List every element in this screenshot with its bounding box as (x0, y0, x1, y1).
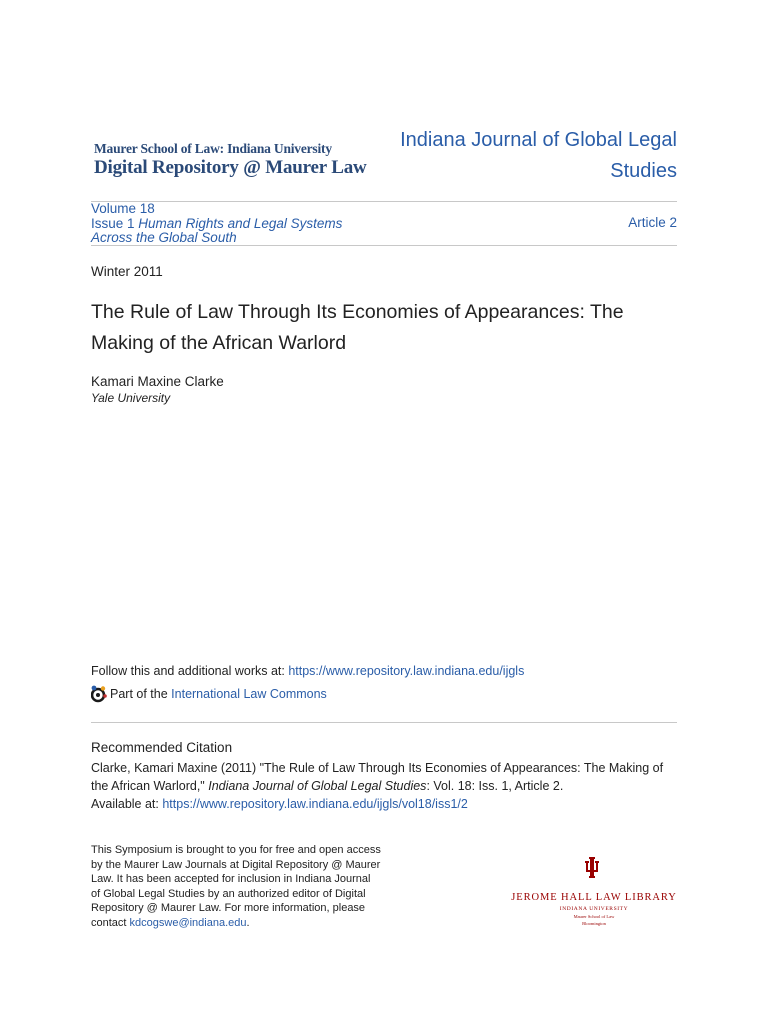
library-school-line2: Bloomington (582, 921, 606, 926)
follow-label: Follow this and additional works at: (91, 664, 289, 678)
issue-prefix[interactable]: Issue 1 (91, 215, 135, 231)
part-of-prefix: Part of the (110, 687, 168, 701)
available-label: Available at: (91, 797, 163, 811)
issue-line[interactable] (91, 217, 342, 232)
author-name: Kamari Maxine Clarke (91, 374, 224, 389)
commons-link[interactable]: International Law Commons (171, 687, 327, 701)
repository-logo-line2[interactable]: Digital Repository @ Maurer Law (94, 157, 367, 178)
citation-body (91, 759, 681, 813)
article-number[interactable]: Article 2 (628, 215, 677, 230)
symposium-end: . (246, 916, 250, 929)
citation-volume: : Vol. 18: Iss. 1, Article 2. (426, 779, 564, 793)
symposium-text: This Symposium is brought to you for free and open access by the Maurer Law Journals at Digital Repository @ Maurer Law. It has been accepted for inclusion in Indiana Journal of Global Legal Studies by an authorized editor of Digital Repository @ Maurer Law. For more information, please contact (91, 844, 381, 929)
divider-citation (91, 722, 677, 723)
paper-title: The Rule of Law Through Its Economies of Appearances: The Making of the African Warlord (91, 301, 624, 354)
follow-line (91, 664, 524, 678)
issue-title-line1[interactable]: Human Rights and Legal Systems (138, 215, 343, 231)
repository-logo-line1[interactable]: Maurer School of Law: Indiana University (94, 141, 332, 156)
library-logo[interactable] (508, 857, 680, 926)
library-name: JEROME HALL LAW LIBRARY (511, 892, 677, 903)
citation-text: Clarke, Kamari Maxine (2011) "The Rule of Law Through Its Economies of Appearances: The Making of the African Warlord," (91, 761, 664, 793)
issue-date: Winter 2011 (91, 264, 163, 279)
library-university: INDIANA UNIVERSITY (559, 906, 629, 912)
symposium-notice (91, 843, 381, 931)
network-icon (91, 685, 107, 703)
part-of-line (91, 685, 327, 703)
journal-title[interactable]: Indiana Journal of Global Legal Studies (400, 129, 677, 182)
iu-trident-icon (583, 857, 605, 883)
citation-heading: Recommended Citation (91, 740, 233, 755)
follow-url-link[interactable]: https://www.repository.law.indiana.edu/ijgls (288, 664, 525, 678)
divider-issue (91, 245, 677, 246)
contact-email-link[interactable]: kdcogswe@indiana.edu (129, 916, 247, 929)
citation-journal: Indiana Journal of Global Legal Studies (208, 779, 427, 793)
library-school-line1: Maurer School of Law (573, 914, 615, 919)
volume-link[interactable]: Volume 18 (91, 201, 155, 216)
issue-info (91, 202, 342, 246)
issue-title-line2[interactable]: Across the Global South (91, 230, 237, 245)
author-affiliation: Yale University (91, 391, 171, 405)
available-url-link[interactable]: https://www.repository.law.indiana.edu/ijgls/vol18/iss1/2 (162, 797, 468, 811)
